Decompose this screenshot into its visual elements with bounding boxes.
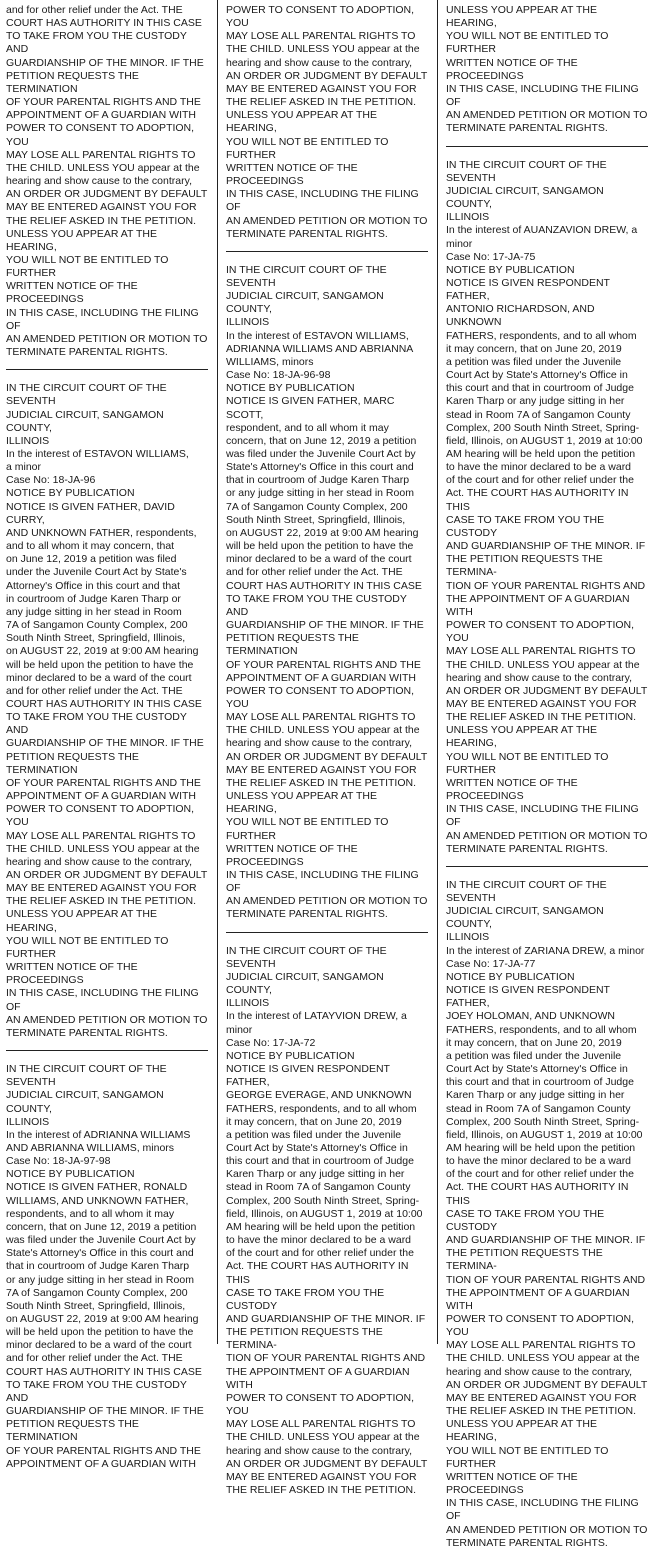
notice-line: respondent, and to all whom it may	[226, 421, 389, 434]
notice-continuation	[226, 4, 428, 241]
notice-line: THE CHILD. UNLESS YOU appear at the	[226, 724, 420, 737]
notice-line: AN AMENDED PETITION OR MOTION TO	[6, 332, 208, 345]
notice-line: Karen Tharp or any judge sitting in her	[226, 1168, 405, 1181]
notice-line: to have the minor declared to be a ward	[446, 461, 632, 474]
notice-line: WRITTEN NOTICE OF THE PROCEEDINGS	[6, 961, 138, 987]
notice-line: that in courtroom of Judge Karen Tharp	[226, 474, 410, 487]
notice-line: field, Illinois, on AUGUST 1, 2019 at 10:00	[226, 1207, 423, 1220]
notice-line: TO TAKE FROM YOU THE CUSTODY AND	[6, 1378, 187, 1404]
notice-line: YOU WILL NOT BE ENTITLED TO FURTHER	[226, 816, 389, 842]
notice-line: MAY LOSE ALL PARENTAL RIGHTS TO	[446, 645, 636, 658]
notice-line: NOTICE BY PUBLICATION	[226, 1049, 355, 1062]
notice-line: MAY BE ENTERED AGAINST YOU FOR	[226, 763, 417, 776]
notice-line: THE CHILD. UNLESS YOU appear at the	[446, 1352, 640, 1365]
notice-line: Court Act by State's Attorney's Office in	[446, 369, 628, 382]
notice-line: it may concern, that on June 20, 2019	[226, 1115, 402, 1128]
notice-line: GUARDIANSHIP OF THE MINOR. IF THE	[6, 1405, 204, 1418]
notice-line: WRITTEN NOTICE OF THE PROCEEDINGS	[6, 280, 138, 306]
notice-line: THE RELIEF ASKED IN THE PETITION.	[226, 1484, 417, 1497]
legal-notice	[6, 382, 208, 1040]
notice-line: AM hearing will be held upon the petition	[226, 1220, 416, 1233]
notice-line: on AUGUST 22, 2019 at 9:00 AM hearing	[226, 526, 419, 539]
notice-line: it may concern, that on June 20, 2019	[446, 342, 622, 355]
notice-line: AN ORDER OR JUDGMENT BY DEFAULT	[446, 1378, 648, 1391]
notice-line: THE RELIEF ASKED IN THE PETITION.	[226, 96, 417, 109]
notice-line: APPOINTMENT OF A GUARDIAN WITH	[226, 671, 416, 684]
notice-line: WRITTEN NOTICE OF THE PROCEEDINGS	[446, 1470, 578, 1497]
notice-line: NOTICE IS GIVEN FATHER, DAVID CURRY,	[6, 500, 175, 526]
notice-line: Case No: 18-JA-96	[6, 474, 96, 487]
notice-line: AN ORDER OR JUDGMENT BY DEFAULT	[226, 750, 428, 763]
notice-line: hearing and show cause to the contrary,	[226, 1444, 413, 1457]
notice-line: Act. THE COURT HAS AUTHORITY IN THIS	[446, 487, 629, 513]
notice-line: State's Attorney's Office in this court and	[6, 1247, 194, 1260]
notice-line: THE RELIEF ASKED IN THE PETITION.	[446, 711, 637, 724]
notice-line: IN THE CIRCUIT COURT OF THE SEVENTH	[446, 158, 607, 184]
notice-line: In the interest of ZARIANA DREW, a minor	[446, 944, 645, 957]
notice-line: ILLINOIS	[446, 931, 490, 944]
notice-line: YOU WILL NOT BE ENTITLED TO FURTHER	[446, 1444, 609, 1470]
notice-line: NOTICE BY PUBLICATION	[446, 970, 575, 983]
notice-line: NOTICE BY PUBLICATION	[6, 487, 135, 500]
notice-line: UNLESS YOU APPEAR AT THE HEARING,	[446, 1418, 597, 1444]
notice-line: TO TAKE FROM YOU THE CUSTODY AND	[226, 592, 407, 618]
notice-line: UNLESS YOU APPEAR AT THE HEARING,	[446, 4, 597, 30]
notice-line: Complex, 200 South Ninth Street, Spring-	[446, 421, 640, 434]
notice-line: POWER TO CONSENT TO ADOPTION, YOU	[226, 4, 415, 30]
notice-line: YOU WILL NOT BE ENTITLED TO FURTHER	[446, 750, 609, 776]
notice-line: IN THIS CASE, INCLUDING THE FILING OF	[446, 82, 639, 109]
notice-line: or any judge sitting in her stead in Room	[6, 1273, 194, 1286]
notice-line: THE APPOINTMENT OF A GUARDIAN WITH	[446, 592, 630, 618]
notice-line: MAY LOSE ALL PARENTAL RIGHTS TO	[6, 829, 196, 842]
notice-line: THE APPOINTMENT OF A GUARDIAN WITH	[226, 1365, 410, 1391]
notice-line: hearing and show cause to the contrary,	[446, 671, 633, 684]
notice-line: PETITION REQUESTS THE TERMINATION	[6, 1418, 139, 1444]
notice-line: THE CHILD. UNLESS YOU appear at the	[226, 1431, 420, 1444]
notice-line: minor declared to be a ward of the court	[226, 553, 412, 566]
notice-line: any judge sitting in her stead in Room	[6, 605, 182, 618]
notice-separator	[6, 369, 208, 370]
notice-line: THE RELIEF ASKED IN THE PETITION.	[226, 776, 417, 789]
notice-line: AN AMENDED PETITION OR MOTION TO	[226, 214, 428, 227]
notice-line: NOTICE IS GIVEN RESPONDENT FATHER,	[446, 276, 610, 303]
legal-notice	[226, 945, 428, 1498]
notice-line: IN THE CIRCUIT COURT OF THE SEVENTH	[6, 1063, 167, 1089]
notice-line: that in courtroom of Judge Karen Tharp	[6, 1260, 190, 1273]
notice-separator	[226, 251, 428, 252]
notice-line: hearing and show cause to the contrary,	[6, 855, 193, 868]
notice-line: NOTICE BY PUBLICATION	[226, 382, 355, 395]
notice-line: YOU WILL NOT BE ENTITLED TO FURTHER	[6, 934, 169, 960]
notice-line: hearing and show cause to the contrary,	[6, 175, 193, 188]
notice-line: THE CHILD. UNLESS YOU appear at the	[6, 842, 200, 855]
notice-line: YOU WILL NOT BE ENTITLED TO FURTHER	[226, 135, 389, 161]
notice-line: THE RELIEF ASKED IN THE PETITION.	[446, 1405, 637, 1418]
notice-line: MAY LOSE ALL PARENTAL RIGHTS TO	[6, 148, 196, 161]
notice-line: AND GUARDIANSHIP OF THE MINOR. IF	[446, 540, 646, 553]
notice-line: was filed under the Juvenile Court Act by	[6, 1234, 196, 1247]
notice-line: IN THIS CASE, INCLUDING THE FILING OF	[226, 188, 419, 214]
notice-line: AN AMENDED PETITION OR MOTION TO	[226, 895, 428, 908]
notice-line: JUDICIAL CIRCUIT, SANGAMON COUNTY,	[6, 408, 164, 434]
notice-line: In the interest of ESTAVON WILLIAMS,	[6, 448, 189, 460]
notice-line: GEORGE EVERAGE, AND UNKNOWN	[226, 1089, 412, 1102]
notice-line: JUDICIAL CIRCUIT, SANGAMON COUNTY,	[446, 184, 604, 211]
notice-line: this court and that in courtroom of Judge	[446, 382, 634, 395]
notice-line: AN AMENDED PETITION OR MOTION TO	[446, 829, 648, 842]
notice-line: NOTICE IS GIVEN RESPONDENT FATHER,	[226, 1063, 390, 1089]
notice-line: WRITTEN NOTICE OF THE PROCEEDINGS	[446, 56, 578, 82]
notice-line: this court and that in courtroom of Judge	[446, 1076, 634, 1089]
notice-line: IN THIS CASE, INCLUDING THE FILING OF	[446, 803, 639, 829]
notice-line: AN ORDER OR JUDGMENT BY DEFAULT	[6, 188, 208, 201]
notice-line: hearing and show cause to the contrary,	[226, 56, 413, 69]
notice-line: MAY LOSE ALL PARENTAL RIGHTS TO	[226, 30, 416, 43]
notice-line: TERMINATE PARENTAL RIGHTS.	[226, 227, 388, 240]
notice-line: AND GUARDIANSHIP OF THE MINOR. IF	[446, 1234, 646, 1247]
notice-line: FATHERS, respondents, and to all whom	[446, 329, 637, 342]
notice-line: Case No: 17-JA-75	[446, 250, 536, 263]
notice-line: Act. THE COURT HAS AUTHORITY IN THIS	[446, 1181, 629, 1207]
notice-line: 7A of Sangamon County Complex, 200	[6, 619, 188, 632]
notice-line: THE PETITION REQUESTS THE TERMINA-	[226, 1326, 383, 1352]
notice-line: will be held upon the petition to have the	[6, 658, 194, 671]
notice-line: UNLESS YOU APPEAR AT THE HEARING,	[446, 724, 597, 750]
notice-line: it may concern, that on June 20, 2019	[446, 1036, 622, 1049]
notice-line: IN THE CIRCUIT COURT OF THE SEVENTH	[226, 263, 387, 289]
notice-line: 7A of Sangamon County Complex, 200	[226, 500, 408, 513]
notice-line: MAY BE ENTERED AGAINST YOU FOR	[446, 697, 637, 710]
notice-line: AN AMENDED PETITION OR MOTION TO	[446, 109, 648, 122]
notice-line: minor declared to be a ward of the court	[6, 671, 192, 684]
notice-line: CASE TO TAKE FROM YOU THE CUSTODY	[226, 1286, 385, 1312]
notice-line: COURT HAS AUTHORITY IN THIS CASE	[6, 697, 202, 710]
notice-line: IN THIS CASE, INCLUDING THE FILING OF	[6, 987, 199, 1013]
notice-line: WILLIAMS, minors	[226, 355, 314, 368]
notice-line: TERMINATE PARENTAL RIGHTS.	[446, 1536, 608, 1549]
notice-line: THE CHILD. UNLESS YOU appear at the	[6, 161, 200, 174]
notice-line: JOEY HOLOMAN, AND UNKNOWN	[446, 1010, 615, 1023]
notice-line: UNLESS YOU APPEAR AT THE HEARING,	[226, 109, 377, 135]
notice-line: IN THIS CASE, INCLUDING THE FILING OF	[446, 1497, 639, 1523]
notice-line: TO TAKE FROM YOU THE CUSTODY AND	[6, 711, 187, 737]
notice-line: OF YOUR PARENTAL RIGHTS AND THE	[6, 1444, 201, 1457]
notice-line: MAY BE ENTERED AGAINST YOU FOR	[6, 201, 197, 214]
notice-line: NOTICE BY PUBLICATION	[446, 263, 575, 276]
notice-line: TERMINATE PARENTAL RIGHTS.	[446, 122, 608, 135]
notice-line: in courtroom of Judge Karen Tharp or	[6, 592, 181, 605]
notice-line: Attorney's Office in this court and that	[6, 579, 180, 592]
notice-line: In the interest of ESTAVON WILLIAMS,	[226, 329, 409, 342]
notice-line: POWER TO CONSENT TO ADOPTION, YOU	[446, 619, 635, 645]
notice-line: hearing and show cause to the contrary,	[446, 1365, 633, 1378]
notice-line: GUARDIANSHIP OF THE MINOR. IF THE	[6, 56, 204, 69]
notice-line: and for other relief under the Act. THE	[226, 566, 403, 579]
notice-line: THE APPOINTMENT OF A GUARDIAN WITH	[446, 1286, 630, 1312]
notice-line: AND UNKNOWN FATHER, respondents,	[6, 526, 197, 539]
notice-line: AND GUARDIANSHIP OF THE MINOR. IF	[226, 1313, 426, 1325]
notice-line: WILLIAMS, AND UNKNOWN FATHER,	[6, 1194, 189, 1207]
notice-line: Court Act by State's Attorney's Office in	[446, 1063, 628, 1076]
notice-line: field, Illinois, on AUGUST 1, 2019 at 10:00	[446, 434, 643, 447]
notice-line: NOTICE IS GIVEN FATHER, RONALD	[6, 1181, 188, 1194]
notice-line: TERMINATE PARENTAL RIGHTS.	[226, 908, 388, 921]
notice-line: POWER TO CONSENT TO ADOPTION, YOU	[6, 803, 195, 829]
notice-line: FATHERS, respondents, and to all whom	[446, 1023, 637, 1036]
notice-line: CASE TO TAKE FROM YOU THE CUSTODY	[446, 1207, 605, 1233]
notice-continuation	[446, 4, 648, 136]
notice-line: MAY BE ENTERED AGAINST YOU FOR	[446, 1391, 637, 1404]
notice-line: Case No: 18-JA-96-98	[226, 369, 331, 382]
notice-line: State's Attorney's Office in this court and	[226, 461, 414, 474]
notice-line: a petition was filed under the Juvenile	[446, 355, 622, 368]
notice-line: of the court and for other relief under the	[446, 474, 634, 487]
notice-line: WRITTEN NOTICE OF THE PROCEEDINGS	[226, 842, 358, 868]
notice-line: this court and that in courtroom of Judge	[226, 1155, 414, 1168]
notice-line: MAY LOSE ALL PARENTAL RIGHTS TO	[446, 1339, 636, 1352]
notice-line: TION OF YOUR PARENTAL RIGHTS AND	[226, 1352, 426, 1365]
notice-line: respondents, and to all whom it may	[6, 1207, 175, 1220]
notice-line: TERMINATE PARENTAL RIGHTS.	[6, 346, 168, 359]
notice-line: WRITTEN NOTICE OF THE PROCEEDINGS	[446, 776, 578, 803]
notice-line: GUARDIANSHIP OF THE MINOR. IF THE	[6, 737, 204, 750]
notice-line: IN THIS CASE, INCLUDING THE FILING OF	[226, 869, 419, 895]
notice-line: THE PETITION REQUESTS THE TERMINA-	[446, 553, 603, 579]
notice-line: THE RELIEF ASKED IN THE PETITION.	[6, 214, 197, 227]
notice-line: Complex, 200 South Ninth Street, Spring-	[446, 1115, 640, 1128]
notice-line: UNLESS YOU APPEAR AT THE HEARING,	[226, 790, 377, 816]
notice-line: POWER TO CONSENT TO ADOPTION, YOU	[446, 1313, 635, 1339]
legal-notice	[226, 264, 428, 922]
notice-line: Karen Tharp or any judge sitting in her	[446, 395, 625, 408]
notice-line: IN THIS CASE, INCLUDING THE FILING OF	[6, 306, 199, 332]
notice-line: Case No: 18-JA-97-98	[6, 1155, 111, 1168]
notice-line: minor	[446, 237, 473, 250]
notice-line: In the interest of AUANZAVION DREW, a	[446, 224, 638, 237]
notice-line: concern, that on June 12, 2019 a petition	[226, 434, 417, 447]
column-divider	[437, 0, 438, 1344]
notice-line: ANTONIO RICHARDSON, AND UNKNOWN	[446, 303, 595, 329]
notice-line: CASE TO TAKE FROM YOU THE CUSTODY	[446, 513, 605, 539]
notice-separator	[6, 1050, 208, 1051]
notice-line: NOTICE IS GIVEN RESPONDENT FATHER,	[446, 984, 610, 1010]
notice-line: ILLINOIS	[6, 1115, 50, 1128]
notice-line: YOU WILL NOT BE ENTITLED TO FURTHER	[446, 30, 609, 56]
notice-line: AN ORDER OR JUDGMENT BY DEFAULT	[6, 869, 208, 881]
notice-line: TERMINATE PARENTAL RIGHTS.	[446, 842, 608, 855]
legal-notice	[446, 159, 648, 856]
notice-line: APPOINTMENT OF A GUARDIAN WITH	[6, 109, 196, 122]
notice-line: UNLESS YOU APPEAR AT THE HEARING,	[6, 908, 157, 934]
notice-line: TION OF YOUR PARENTAL RIGHTS AND	[446, 1273, 646, 1286]
notice-line: NOTICE IS GIVEN FATHER, MARC SCOTT,	[226, 395, 395, 421]
notice-line: APPOINTMENT OF A GUARDIAN WITH	[6, 790, 196, 803]
notice-line: on AUGUST 22, 2019 at 9:00 AM hearing	[6, 1313, 199, 1325]
notice-line: South Ninth Street, Springfield, Illinois,	[6, 632, 186, 645]
notice-line: GUARDIANSHIP OF THE MINOR. IF THE	[226, 619, 424, 632]
notice-line: was filed under the Juvenile Court Act by	[226, 448, 416, 460]
notice-line: AN ORDER OR JUDGMENT BY DEFAULT	[446, 684, 648, 697]
notice-line: MAY LOSE ALL PARENTAL RIGHTS TO	[226, 1418, 416, 1431]
notice-line: of the court and for other relief under the	[226, 1247, 414, 1260]
notice-line: PETITION REQUESTS THE TERMINATION	[6, 69, 139, 95]
notice-line: MAY BE ENTERED AGAINST YOU FOR	[226, 82, 417, 95]
notice-line: of the court and for other relief under the	[446, 1168, 634, 1181]
notice-line: stead in Room 7A of Sangamon County	[446, 408, 631, 421]
notice-line: 7A of Sangamon County Complex, 200	[6, 1286, 188, 1299]
notice-line: under the Juvenile Court Act by State's	[6, 566, 187, 579]
notice-line: IN THE CIRCUIT COURT OF THE SEVENTH	[6, 382, 167, 408]
notice-line: OF YOUR PARENTAL RIGHTS AND THE	[226, 658, 421, 671]
notice-line: WRITTEN NOTICE OF THE PROCEEDINGS	[226, 161, 358, 188]
notice-line: COURT HAS AUTHORITY IN THIS CASE	[226, 579, 422, 592]
notice-line: AND ABRIANNA WILLIAMS, minors	[6, 1141, 175, 1154]
notice-line: THE PETITION REQUESTS THE TERMINA-	[446, 1247, 603, 1273]
notice-line: AM hearing will be held upon the petition	[446, 1141, 636, 1154]
notice-line: MAY BE ENTERED AGAINST YOU FOR	[6, 882, 197, 895]
notice-line: NOTICE BY PUBLICATION	[6, 1168, 135, 1181]
notice-line: Court Act by State's Attorney's Office in	[226, 1141, 408, 1154]
notice-line: AN ORDER OR JUDGMENT BY DEFAULT	[226, 69, 428, 82]
notice-line: South Ninth Street, Springfield, Illinois,	[6, 1299, 186, 1312]
notice-line: to have the minor declared to be a ward	[446, 1155, 632, 1168]
notice-line: OF YOUR PARENTAL RIGHTS AND THE	[6, 96, 201, 109]
notice-line: ADRIANNA WILLIAMS AND ABRIANNA	[226, 342, 414, 355]
notice-line: and for other relief under the Act. THE	[6, 684, 183, 697]
notice-line: a petition was filed under the Juvenile	[226, 1128, 402, 1141]
notice-line: hearing and show cause to the contrary,	[226, 737, 413, 750]
notice-line: minor declared to be a ward of the court	[6, 1339, 192, 1352]
notice-line: APPOINTMENT OF A GUARDIAN WITH	[6, 1457, 196, 1470]
notice-line: THE RELIEF ASKED IN THE PETITION.	[6, 895, 197, 908]
notice-line: POWER TO CONSENT TO ADOPTION, YOU	[226, 684, 415, 710]
notice-line: and for other relief under the Act. THE	[6, 1352, 183, 1365]
notice-line: TERMINATE PARENTAL RIGHTS.	[6, 1026, 168, 1039]
notice-line: Case No: 17-JA-77	[446, 957, 536, 970]
notice-line: PETITION REQUESTS THE TERMINATION	[6, 750, 139, 776]
notice-line: PETITION REQUESTS THE TERMINATION	[226, 632, 359, 658]
notice-line: ILLINOIS	[446, 211, 490, 224]
notice-line: will be held upon the petition to have the	[6, 1326, 194, 1339]
notice-line: In the interest of ADRIANNA WILLIAMS	[6, 1128, 191, 1141]
notice-line: IN THE CIRCUIT COURT OF THE SEVENTH	[446, 878, 607, 904]
notice-line: MAY BE ENTERED AGAINST YOU FOR	[226, 1470, 417, 1483]
notice-line: In the interest of LATAYVION DREW, a	[226, 1010, 407, 1023]
notice-separator	[446, 866, 648, 867]
notice-line: JUDICIAL CIRCUIT, SANGAMON COUNTY,	[6, 1089, 164, 1115]
notice-line: stead in Room 7A of Sangamon County	[226, 1181, 411, 1194]
notice-line: a minor	[6, 461, 42, 474]
notice-line: Act. THE COURT HAS AUTHORITY IN THIS	[226, 1260, 409, 1286]
notice-line: or any judge sitting in her stead in Room	[226, 487, 414, 500]
notice-line: AM hearing will be held upon the petition	[446, 448, 636, 460]
notice-line: field, Illinois, on AUGUST 1, 2019 at 10:00	[446, 1128, 643, 1141]
notice-continuation	[6, 4, 208, 359]
notice-line: on AUGUST 22, 2019 at 9:00 AM hearing	[6, 645, 199, 658]
notice-line: Complex, 200 South Ninth Street, Spring-	[226, 1194, 420, 1207]
notice-line: ILLINOIS	[6, 434, 50, 447]
notice-line: AN AMENDED PETITION OR MOTION TO	[446, 1523, 648, 1536]
notice-line: MAY LOSE ALL PARENTAL RIGHTS TO	[226, 711, 416, 724]
notice-line: FATHERS, respondents, and to all whom	[226, 1102, 417, 1115]
notice-line: TION OF YOUR PARENTAL RIGHTS AND	[446, 579, 646, 592]
notice-line: Karen Tharp or any judge sitting in her	[446, 1089, 625, 1102]
column-divider	[217, 0, 218, 1344]
notice-line: IN THE CIRCUIT COURT OF THE SEVENTH	[226, 944, 387, 970]
notice-line: POWER TO CONSENT TO ADOPTION, YOU	[6, 122, 195, 148]
notice-line: POWER TO CONSENT TO ADOPTION, YOU	[226, 1391, 415, 1418]
column-3	[446, 4, 648, 1550]
column-1	[6, 4, 208, 1471]
notice-line: to have the minor declared to be a ward	[226, 1234, 412, 1247]
notice-line: ILLINOIS	[226, 316, 270, 329]
notice-line: and to all whom it may concern, that	[6, 540, 175, 553]
notice-line: South Ninth Street, Springfield, Illinois,	[226, 513, 406, 526]
notice-line: OF YOUR PARENTAL RIGHTS AND THE	[6, 776, 201, 789]
notice-line: minor	[226, 1023, 253, 1036]
notice-line: JUDICIAL CIRCUIT, SANGAMON COUNTY,	[226, 290, 384, 316]
notice-line: a petition was filed under the Juvenile	[446, 1049, 622, 1062]
notice-line: JUDICIAL CIRCUIT, SANGAMON COUNTY,	[446, 905, 604, 931]
notice-line: ILLINOIS	[226, 997, 270, 1010]
notice-line: COURT HAS AUTHORITY IN THIS CASE	[6, 1365, 202, 1378]
notice-line: COURT HAS AUTHORITY IN THIS CASE	[6, 17, 202, 30]
notice-line: AN ORDER OR JUDGMENT BY DEFAULT	[226, 1457, 428, 1470]
notice-line: AN AMENDED PETITION OR MOTION TO	[6, 1013, 208, 1026]
notice-line: THE CHILD. UNLESS YOU appear at the	[226, 43, 420, 56]
notice-line: and for other relief under the Act. THE	[6, 4, 183, 16]
notice-line: Case No: 17-JA-72	[226, 1036, 316, 1049]
notice-line: stead in Room 7A of Sangamon County	[446, 1102, 631, 1115]
legal-notice	[446, 879, 648, 1550]
notice-line: on June 12, 2019 a petition was filed	[6, 553, 177, 566]
notice-separator	[446, 146, 648, 147]
notice-separator	[226, 932, 428, 933]
notice-line: TO TAKE FROM YOU THE CUSTODY AND	[6, 30, 187, 56]
notice-line: YOU WILL NOT BE ENTITLED TO FURTHER	[6, 253, 169, 280]
notice-line: concern, that on June 12, 2019 a petition	[6, 1220, 197, 1233]
notice-line: UNLESS YOU APPEAR AT THE HEARING,	[6, 227, 157, 253]
notice-line: THE CHILD. UNLESS YOU appear at the	[446, 658, 640, 671]
legal-notice	[6, 1063, 208, 1471]
notice-line: JUDICIAL CIRCUIT, SANGAMON COUNTY,	[226, 970, 384, 997]
column-2	[226, 4, 428, 1497]
notice-line: will be held upon the petition to have the	[226, 540, 414, 553]
